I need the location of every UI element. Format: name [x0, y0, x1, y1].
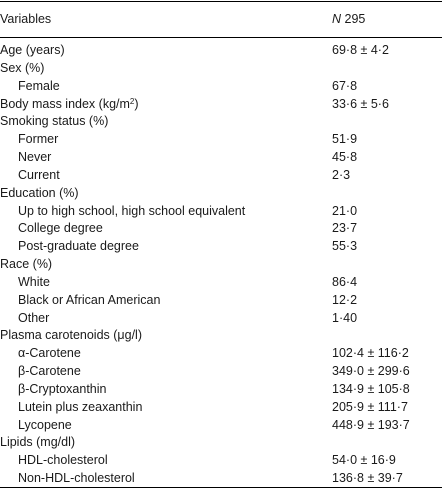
row-label: Female [18, 78, 60, 93]
row-value: 134·9 ± 105·8 [332, 381, 410, 396]
row-value: 205·9 ± 111·7 [332, 399, 408, 414]
row-value: 136·8 ± 39·7 [332, 471, 403, 486]
table-row [0, 77, 442, 95]
row-value: 69·8 ± 4·2 [332, 43, 389, 57]
table-row [0, 398, 442, 416]
table-row [0, 255, 442, 273]
row-label: Smoking status (%) [0, 114, 109, 129]
table-row [0, 362, 442, 380]
row-label: Race (%) [0, 257, 53, 272]
row-value: 55·3 [332, 239, 358, 254]
table-row [0, 148, 442, 166]
top-rule [0, 1, 442, 2]
table-row [0, 416, 442, 434]
table-row [0, 130, 442, 148]
row-label: White [18, 274, 50, 289]
row-value: 21·0 [332, 203, 358, 218]
header-n-value: 295 [344, 12, 366, 26]
row-label: Education (%) [0, 185, 79, 200]
table-row [0, 166, 442, 184]
row-value: 102·4 ± 116·2 [332, 346, 409, 361]
header-n-symbol: N [332, 12, 342, 26]
row-label: Other [18, 310, 50, 325]
row-label: Lycopene [18, 417, 72, 432]
table-row [0, 273, 442, 291]
row-label: Plasma carotenoids (μg/l) [0, 328, 142, 343]
row-value: 448·9 ± 193·7 [332, 417, 410, 432]
row-value: 67·8 [332, 78, 358, 93]
row-label: Lutein plus zeaxanthin [18, 399, 143, 414]
row-label-superscript: 2 [129, 96, 135, 106]
table-row [0, 95, 442, 113]
table-row [0, 309, 442, 327]
row-label: Age (years) [0, 43, 65, 57]
row-label: β-Carotene [18, 364, 81, 379]
row-label: College degree [18, 221, 103, 236]
table-row [0, 202, 442, 220]
table-row [0, 237, 442, 255]
row-label: Sex (%) [0, 60, 45, 75]
table-row [0, 112, 442, 130]
row-value: 1·40 [332, 310, 358, 325]
header-variables: Variables [0, 12, 52, 26]
header-rule [0, 37, 442, 38]
row-value: 33·6 ± 5·6 [332, 96, 389, 111]
table-row [0, 59, 442, 77]
row-value: 12·2 [332, 292, 358, 307]
table-row [0, 184, 442, 202]
table-header-row [0, 10, 442, 28]
row-value: 23·7 [332, 221, 358, 236]
row-label: Current [18, 167, 60, 182]
row-value: 54·0 ± 16·9 [332, 453, 396, 468]
row-value: 2·3 [332, 167, 351, 182]
row-label: Never [18, 150, 52, 165]
row-label: Body mass index $(kg/m^2)$ [0, 96, 139, 111]
table-row [0, 326, 442, 344]
table-row [0, 451, 442, 469]
row-value: 45·8 [332, 150, 358, 165]
row-label: Lipids (mg/dl) [0, 435, 76, 450]
table-row [0, 219, 442, 237]
table-row [0, 291, 442, 309]
row-value: 86·4 [332, 274, 358, 289]
row-label: Black or African American [18, 292, 161, 307]
row-label: Up to high school, high school equivalent [18, 203, 246, 218]
row-label: β-Cryptoxanthin [18, 381, 107, 396]
row-label: α-Carotene [18, 346, 81, 361]
table-row [0, 380, 442, 398]
header-n [332, 10, 365, 28]
table-row [0, 469, 442, 487]
table-row [0, 41, 442, 59]
row-label: Former [18, 132, 59, 147]
row-label: HDL-cholesterol [18, 453, 108, 468]
table-row [0, 344, 442, 362]
row-value: 349·0 ± 299·6 [332, 364, 410, 379]
table-row [0, 433, 442, 451]
bottom-rule [0, 487, 442, 488]
row-label: Non-HDL-cholesterol [18, 471, 135, 486]
row-value: 51·9 [332, 132, 358, 147]
row-label: Post-graduate degree [18, 239, 139, 254]
